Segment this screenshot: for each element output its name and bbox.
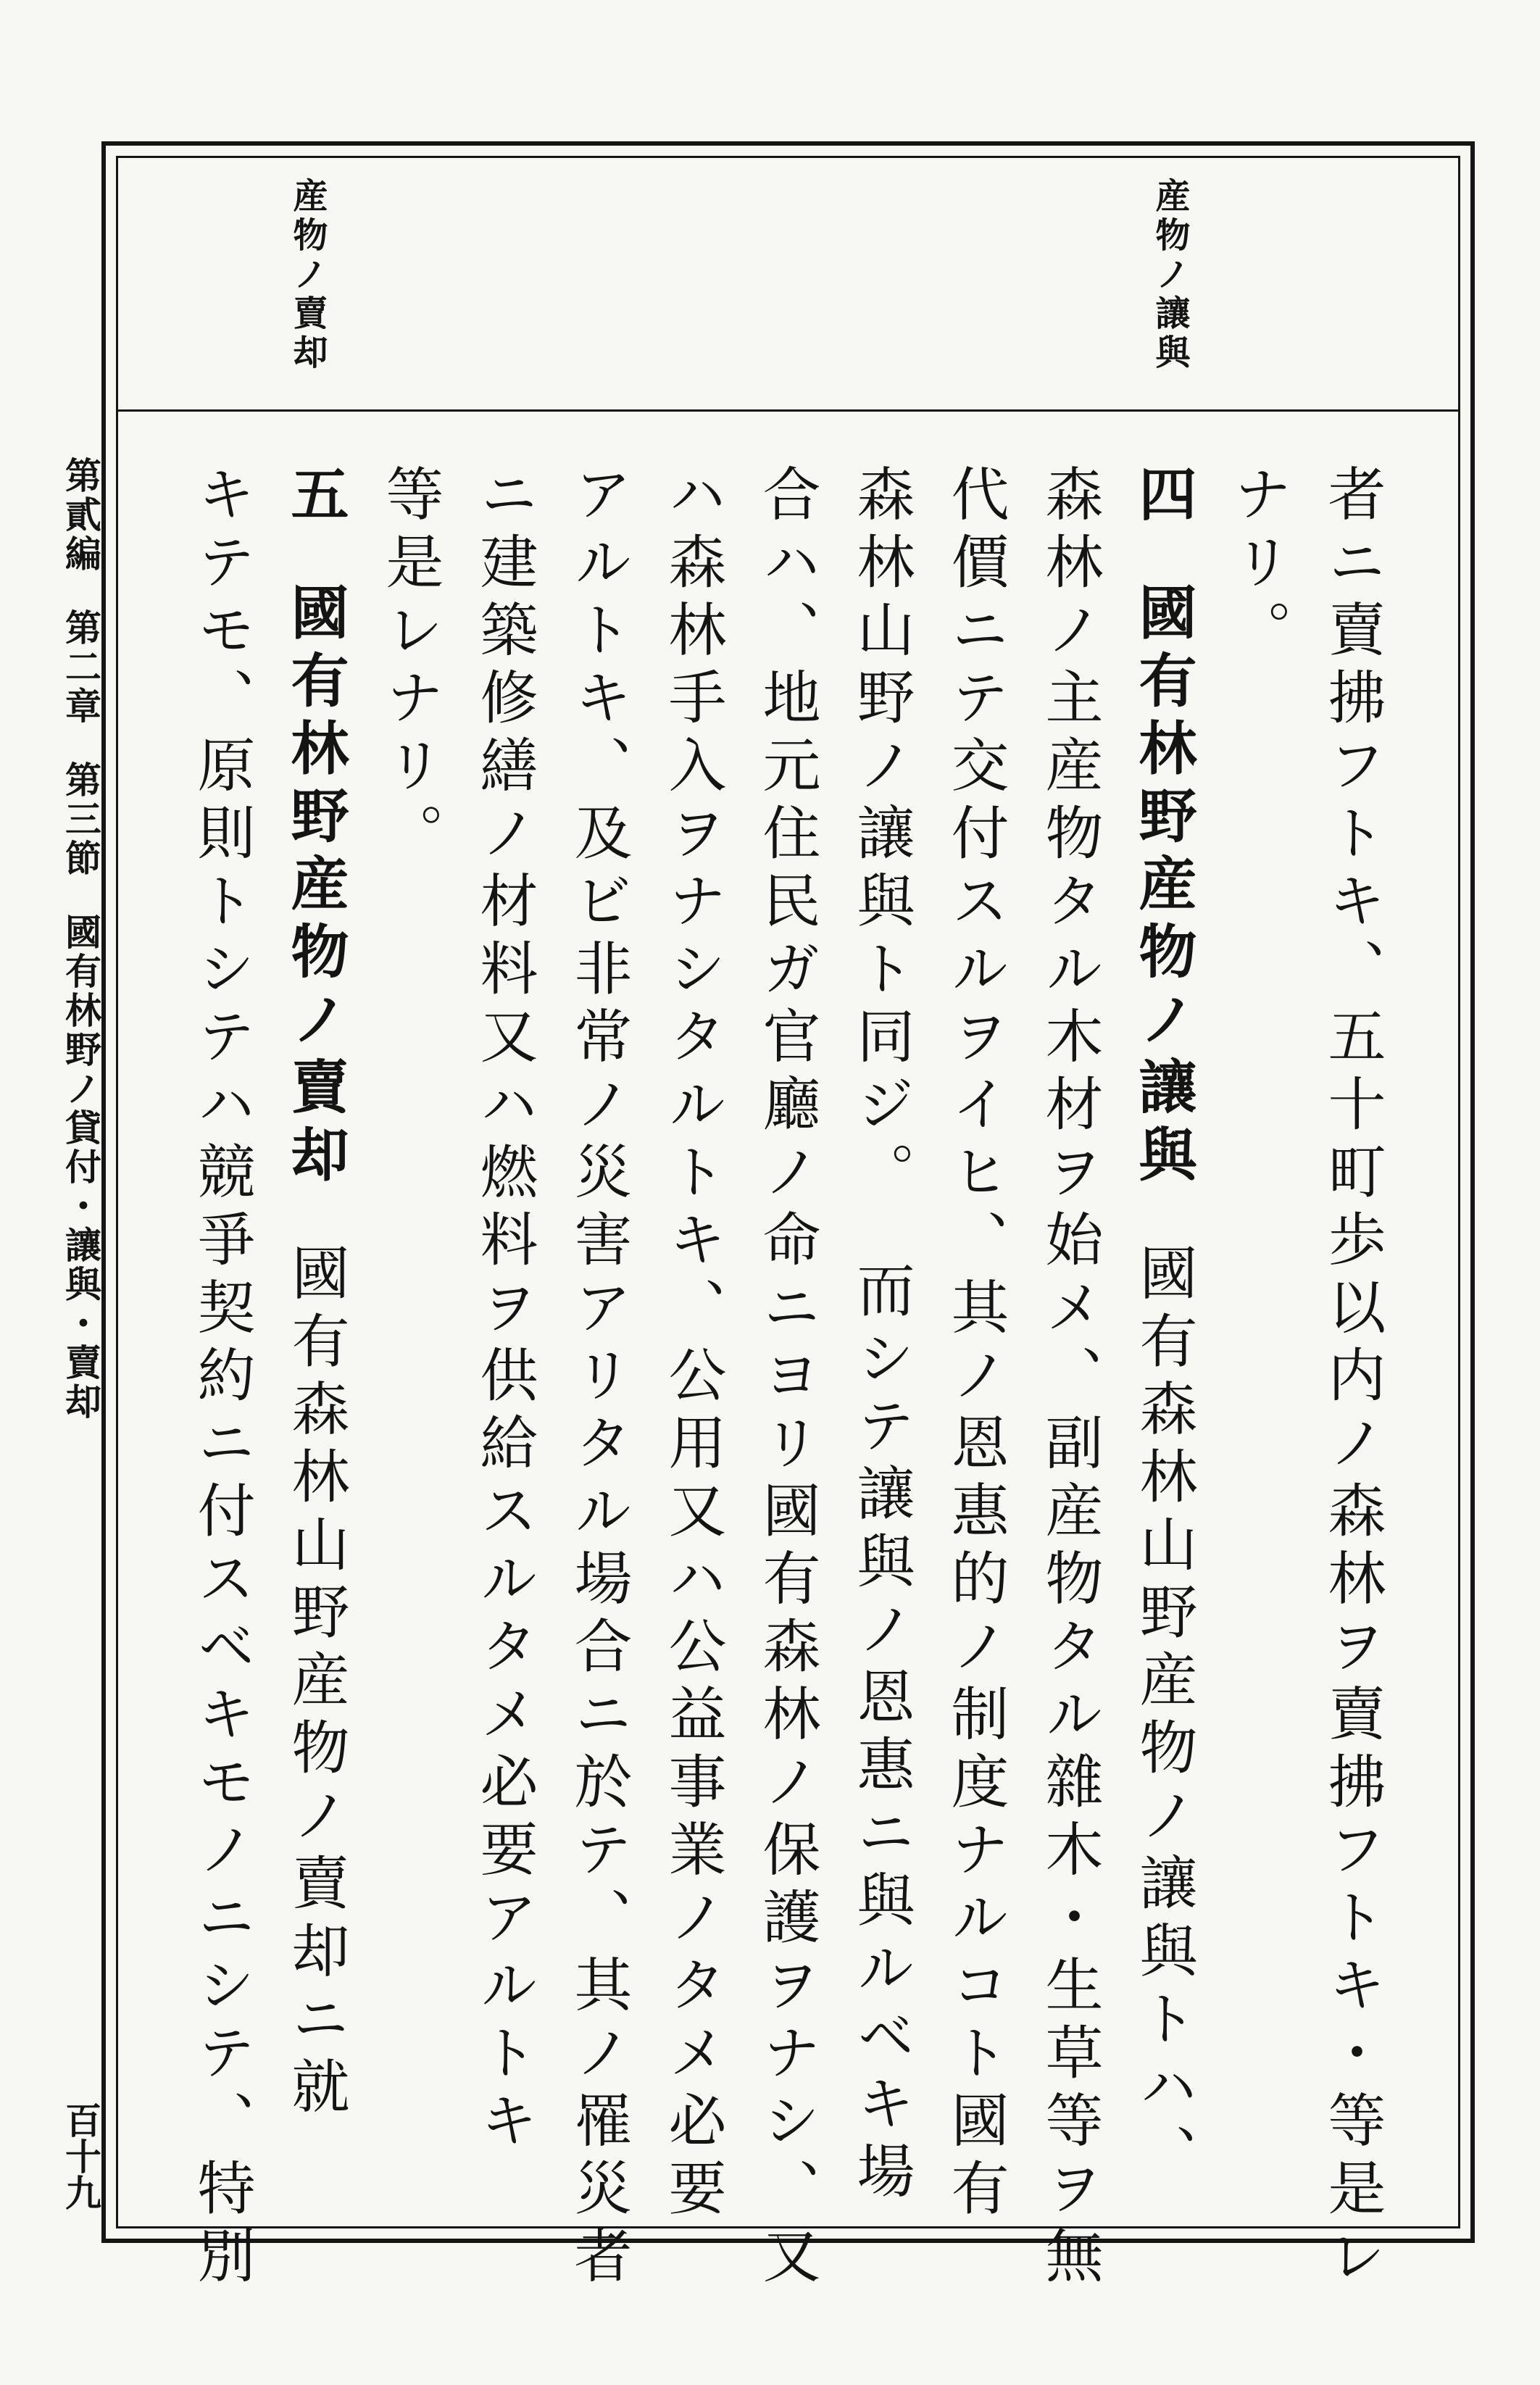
body-column: 四國有林野産物ノ讓與國有森林山野産物ノ讓與トハ、 — [1129, 464, 1197, 2192]
headnote-left: 産物ノ賣却 — [287, 178, 328, 373]
body-column: 五國有林野産物ノ賣却國有森林山野産物ノ賣却ニ就 — [281, 464, 349, 2124]
body-column: キテモ、原則トシテハ競爭契約ニ付スベキモノニシテ、特別 — [188, 464, 255, 2294]
headnote-right: 産物ノ讓與 — [1149, 178, 1190, 373]
section-number: 四 — [1129, 464, 1197, 532]
body-column: ニ建築修繕ノ材料又ハ燃料ヲ供給スルタメ必要アルトキ — [470, 464, 538, 2158]
running-header — [51, 457, 102, 2210]
body-column: 合ハ、地元住民ガ官廳ノ命ニヨリ國有森林ノ保護ヲナシ、又 — [753, 464, 820, 2294]
section-heading: 國有林野産物ノ讓與 — [1129, 582, 1197, 1192]
body-column: ハ森林手入ヲナシタルトキ、公用又ハ公益事業ノタメ必要 — [659, 464, 726, 2226]
page-number: 百十九 — [59, 2102, 102, 2210]
body-column: アルトキ、及ビ非常ノ災害アリタル場合ニ於テ、其ノ罹災者 — [565, 464, 632, 2294]
section-number: 五 — [281, 464, 349, 532]
section-title: 國有林野ノ貸付・讓與・賣却 — [59, 913, 102, 1422]
body-column: 代價ニテ交付スルヲイヒ、其ノ恩惠的ノ制度ナルコト國有 — [941, 464, 1009, 2226]
body-column: 者ニ賣拂フトキ、五十町歩以内ノ森林ヲ賣拂フトキ・等是レ — [1318, 464, 1386, 2294]
body-column: 森林山野ノ讓與ト同ジ。而シテ讓與ノ恩惠ニ與ルベキ場 — [847, 464, 915, 2209]
section-label: 第三節 — [59, 761, 102, 878]
body-column: ナリ。 — [1224, 464, 1291, 667]
section-heading: 國有林野産物ノ賣却 — [281, 582, 349, 1192]
headnote-rule — [116, 409, 1460, 412]
body-column: 森林ノ主産物タル木材ヲ始メ、副産物タル雜木・生草等ヲ無 — [1036, 464, 1103, 2294]
body-column: 等是レナリ。 — [376, 464, 444, 870]
part-label: 第貳編 — [59, 457, 102, 574]
chapter-label: 第二章 — [59, 609, 102, 726]
